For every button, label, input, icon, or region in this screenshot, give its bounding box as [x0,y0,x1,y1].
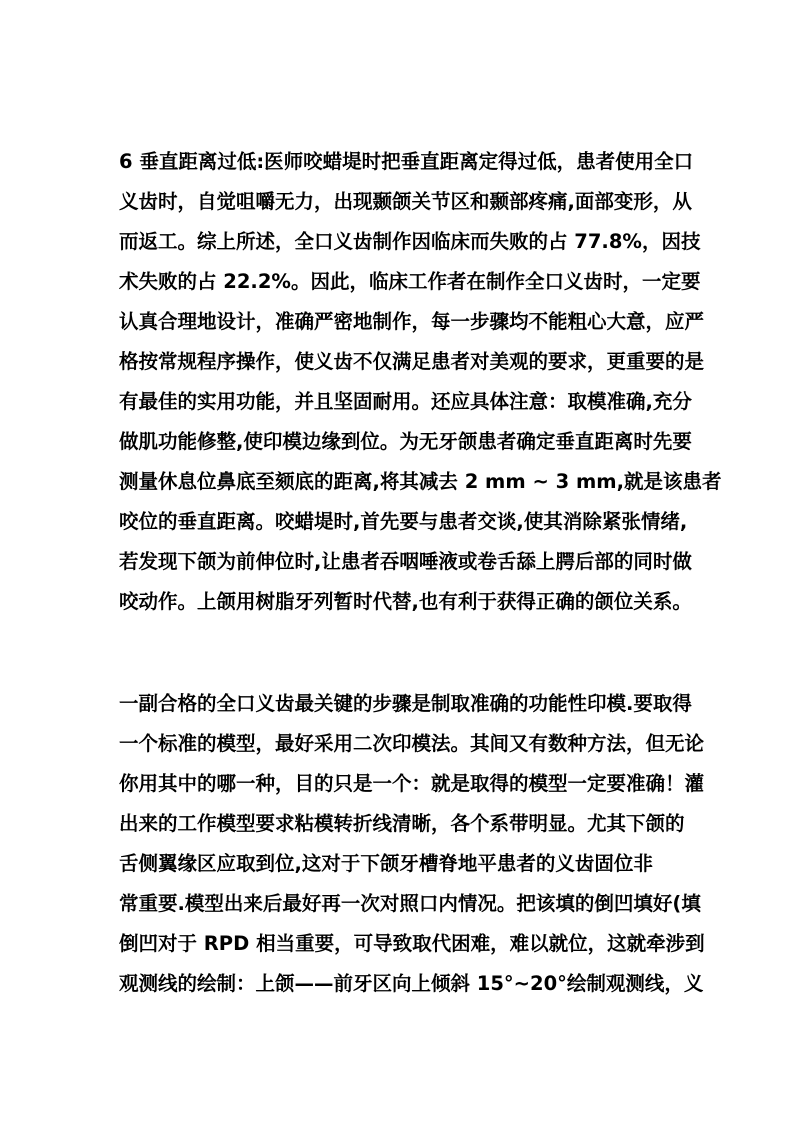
text-line: 有最佳的实用功能，并且坚固耐用。还应具体注意：取模准确,充分 [119,390,692,413]
text-line: 6 垂直距离过低:医师咬蜡堤时把垂直距离定得过低，患者使用全口 [119,150,694,173]
paragraph-impression [119,684,705,1004]
text-line: 一个标准的模型，最好采用二次印模法。其间又有数种方法，但无论 [119,732,705,755]
paragraph-vertical-distance [119,142,722,622]
text-line: 出来的工作模型要求粘模转折线清晰，各个系带明显。尤其下颌的 [119,812,685,835]
text-line: 舌侧翼缘区应取到位,这对于下颌牙槽脊地平患者的义齿固位非 [119,852,653,875]
text-line: 常重要.模型出来后最好再一次对照口内情况。把该填的倒凹填好(填 [119,892,701,915]
text-line: 做肌功能修整,使印模边缘到位。为无牙颌患者确定垂直距离时先要 [119,430,692,453]
text-line: 义齿时，自觉咀嚼无力，出现颞颌关节区和颞部疼痛,面部变形，从 [119,190,692,213]
text-line: 倒凹对于 RPD 相当重要，可导致取代困难，难以就位，这就牵涉到 [119,932,705,955]
text-line: 认真合理地设计，准确严密地制作，每一步骤均不能粗心大意，应严 [119,310,705,333]
text-line: 观测线的绘制：上颌——前牙区向上倾斜 15°~20°绘制观测线，义 [119,972,704,995]
text-line: 一副合格的全口义齿最关键的步骤是制取准确的功能性印模.要取得 [119,692,692,715]
text-line: 若发现下颌为前伸位时,让患者吞咽唾液或卷舌舔上腭后部的同时做 [119,550,692,573]
text-line: 咬位的垂直距离。咬蜡堤时,首先要与患者交谈,使其消除紧张情绪, [119,510,688,533]
text-line: 你用其中的哪一种，目的只是一个：就是取得的模型一定要准确！灌 [119,772,705,795]
text-line: 而返工。综上所述，全口义齿制作因临床而失败的占 77.8%，因技 [119,230,701,253]
text-line: 格按常规程序操作，使义齿不仅满足患者对美观的要求，更重要的是 [119,350,705,373]
text-line: 咬动作。上颌用树脂牙列暂时代替,也有利于获得正确的颌位关系。 [119,590,692,613]
text-line: 测量休息位鼻底至颏底的距离,将其减去 2 mm ~ 3 mm,就是该患者 [119,470,722,493]
text-line: 术失败的占 22.2%。因此，临床工作者在制作全口义齿时，一定要 [119,270,701,293]
